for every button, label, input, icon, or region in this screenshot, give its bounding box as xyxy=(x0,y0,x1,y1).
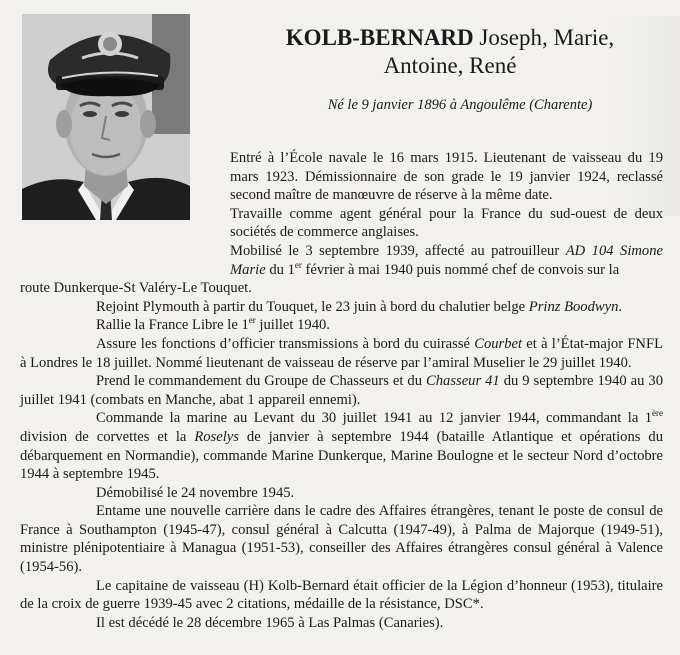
france-libre-text-b: juillet 1940. xyxy=(255,317,330,334)
ship-name-chasseur41: Chasseur 41 xyxy=(426,373,500,390)
mobilisation-text-b: du 1 xyxy=(265,261,295,278)
levant-text-b: division de corvettes et la xyxy=(20,428,195,445)
paragraph-naval-school: Entré à l’École navale le 16 mars 1915. Lieutenant de vaisseau du 19 mars 1923. Démissionnaire de son grade le 19 janvier 1924, reclassé second maître de manœuvre de réserve à la même date. xyxy=(230,150,663,204)
biography-text xyxy=(20,119,663,632)
ship-name-roselys: Roselys xyxy=(194,428,239,445)
paragraph-affaires-etrangeres: Entame une nouvelle carrière dans le cadre des Affaires étrangères, tenant le poste de consul de France à Southampton (1945-47), consul général à Calcutta (1947-49), à Palma de Majorque (1949-51), ministre plénipotentiaire à Managua (1951-53), conseiller des Affaires étrangères consul général à Valence (1954-56). xyxy=(20,503,663,576)
paragraph-chasseurs xyxy=(20,372,663,409)
mobilisation-text-a: Mobilisé le 3 septembre 1939, affecté au patrouilleur xyxy=(230,242,566,259)
ship-name-ad104: AD 104 Simone Marie xyxy=(230,242,663,278)
ordinal-sup: er xyxy=(294,259,302,270)
paragraph-levant xyxy=(20,409,663,483)
ship-name-courbet: Courbet xyxy=(474,335,523,352)
paragraph-deces: Il est décédé le 28 décembre 1965 à Las Palmas (Canaries). xyxy=(96,614,444,631)
paragraph-demobilise: Démobilisé le 24 novembre 1945. xyxy=(96,484,295,501)
paragraph-route: route Dunkerque-St Valéry-Le Touquet. xyxy=(20,280,252,297)
mobilisation-text-c: février à mai 1940 puis nommé chef de convois sur la xyxy=(301,261,620,278)
levant-text-c: de janvier à septembre 1944 (bataille Atlantique et opérations du débarquement en Normandie), commande Marine Dunkerque, Marine Boulogne et le secteur Nord d’octobre 1944 à septembre 1945. xyxy=(20,428,663,483)
name-line-1 xyxy=(250,24,650,52)
paragraph-agent: Travaille comme agent général pour la France du sud-ouest de deux sociétés de commerce anglaises. xyxy=(230,205,663,241)
person-name xyxy=(250,24,650,80)
given-names-1: Joseph, Marie, xyxy=(473,25,615,50)
paragraph-france-libre xyxy=(20,316,663,335)
ordinal-sup: ère xyxy=(652,408,663,419)
transmissions-text-b: et à l’État-major FNFL à Londres le 18 juillet. Nommé lieutenant de vaisseau de réserve par l’amiral Muselier le 29 juillet 1940. xyxy=(20,335,664,371)
paragraph-mobilisation xyxy=(230,242,663,279)
paragraph-transmissions xyxy=(20,335,663,372)
paragraph-plymouth xyxy=(20,298,663,317)
plymouth-text-b: . xyxy=(618,298,623,315)
birth-line: Né le 9 janvier 1896 à Angoulême (Charente) xyxy=(327,97,593,113)
france-libre-text-a: Rallie la France Libre le 1 xyxy=(96,317,249,334)
given-names-2: Antoine, René xyxy=(383,53,517,78)
ordinal-sup: er xyxy=(248,315,256,326)
paragraph-decorations: Le capitaine de vaisseau (H) Kolb-Bernard était officier de la Légion d’honneur (1953), titulaire de la croix de guerre 1939-45 avec 2 citations, médaille de la résistance, DSC*. xyxy=(20,577,663,613)
chasseurs-text-b: du 9 septembre 1940 au 30 juillet 1941 (combats en Manche, abat 1 appareil ennemi). xyxy=(20,373,664,408)
chasseurs-text-a: Prend le commandement du Groupe de Chasseurs et du xyxy=(96,373,427,390)
ship-name-prinz: Prinz Boodwyn xyxy=(528,298,619,315)
levant-text-a: Commande la marine au Levant du 30 juillet 1941 au 12 janvier 1944, commandant la 1 xyxy=(96,410,652,427)
plymouth-text-a: Rejoint Plymouth à partir du Touquet, le 23 juin à bord du chalutier belge xyxy=(96,298,529,315)
transmissions-text-a: Assure les fonctions d’officier transmissions à bord du cuirassé xyxy=(96,335,475,352)
surname: KOLB-BERNARD xyxy=(285,25,474,50)
